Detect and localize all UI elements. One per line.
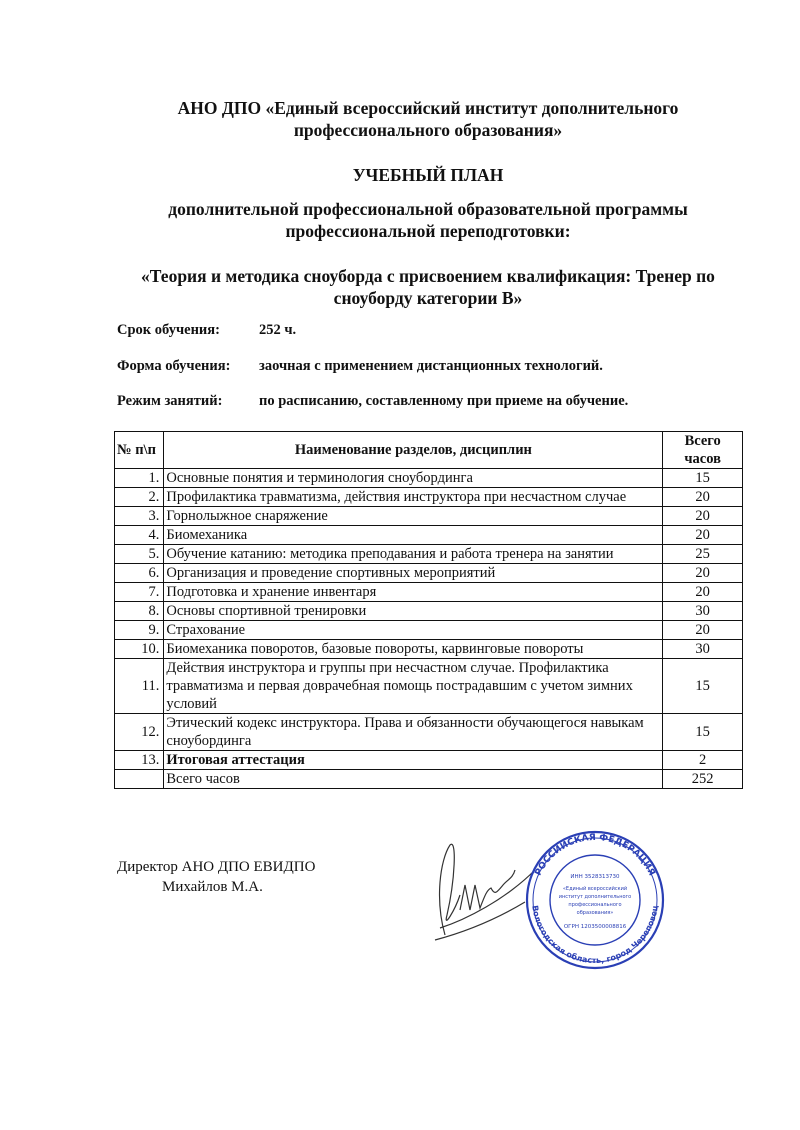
row-name: Биомеханика (164, 526, 663, 545)
row-hours: 30 (663, 602, 743, 621)
table-row (115, 659, 743, 714)
table-row (115, 507, 743, 526)
meta-duration (117, 322, 297, 339)
row-number: 8. (115, 602, 164, 621)
signatory-name: Михайлов М.А. (162, 879, 263, 895)
signatory-title: Директор АНО ДПО ЕВИДПО (117, 859, 316, 875)
row-name: Обучение катанию: методика преподавания и работа тренера на занятии (164, 545, 663, 564)
table-header-row (115, 432, 743, 469)
row-hours: 2 (663, 751, 743, 770)
row-number: 5. (115, 545, 164, 564)
row-hours: 20 (663, 526, 743, 545)
header-hours (663, 432, 743, 469)
organization-title-line2: профессионального образования» (293, 120, 563, 140)
organization-title (0, 97, 800, 141)
table-row (115, 526, 743, 545)
row-number: 4. (115, 526, 164, 545)
stamp-circles (527, 832, 663, 968)
header-name: Наименование разделов, дисциплин (164, 432, 663, 469)
row-name: Этический кодекс инструктора. Права и обязанности обучающегося навыкам сноубординга (164, 714, 663, 751)
table-row (115, 602, 743, 621)
row-name: Подготовка и хранение инвентаря (164, 583, 663, 602)
row-hours: 15 (663, 659, 743, 714)
row-name: Страхование (164, 621, 663, 640)
row-name: Действия инструктора и группы при несчастном случае. Профилактика травматизма и первая доврачебная помощь пострадавшим с учетом зимних условий (164, 659, 663, 714)
table-row (115, 640, 743, 659)
row-hours: 30 (663, 640, 743, 659)
row-hours: 15 (663, 469, 743, 488)
table-row (115, 488, 743, 507)
total-hours: 252 (663, 770, 743, 789)
program-name (0, 265, 800, 309)
table-total-row (115, 770, 743, 789)
program-type (0, 198, 800, 242)
row-name: Основные понятия и терминология сноубординга (164, 469, 663, 488)
stamp-center-line4: образования» (576, 910, 614, 916)
document-title: УЧЕБНЫЙ ПЛАН (352, 165, 504, 185)
row-number: 12. (115, 714, 164, 751)
row-number: 9. (115, 621, 164, 640)
meta-value: 252 ч. (259, 322, 297, 338)
header-hours-line1: Всего (684, 433, 721, 449)
program-name-line2: сноуборду категории В» (333, 288, 523, 308)
row-hours: 20 (663, 507, 743, 526)
stamp-center (559, 874, 632, 930)
stamp-center-line1: «Единый всероссийский (562, 886, 628, 892)
stamp-bottom-text: Вологодская область, город Череповец (530, 904, 660, 966)
program-name-line1: «Теория и методика сноуборда с присвоением квалификация: Тренер по (141, 266, 715, 286)
row-number: 11. (115, 659, 164, 714)
row-name: Основы спортивной тренировки (164, 602, 663, 621)
stamp-ogrn: ОГРН 1203500008816 (563, 924, 627, 930)
row-number: 6. (115, 564, 164, 583)
table-row (115, 545, 743, 564)
row-number: 3. (115, 507, 164, 526)
total-label: Всего часов (164, 770, 663, 789)
table-row (115, 564, 743, 583)
row-hours: 20 (663, 583, 743, 602)
table-row (115, 621, 743, 640)
organization-title-line1: АНО ДПО «Единый всероссийский институт дополнительного (177, 98, 679, 118)
row-name: Организация и проведение спортивных мероприятий (164, 564, 663, 583)
meta-value: по расписанию, составленному при приеме на обучение. (259, 393, 629, 409)
stamp-outer-text: РОССИЙСКАЯ ФЕДЕРАЦИЯ (533, 832, 657, 878)
signature-block (117, 857, 315, 897)
row-hours: 15 (663, 714, 743, 751)
row-hours: 20 (663, 621, 743, 640)
row-number: 1. (115, 469, 164, 488)
header-number: № п\п (115, 432, 164, 469)
row-number: 10. (115, 640, 164, 659)
row-number: 7. (115, 583, 164, 602)
meta-form (117, 358, 603, 375)
row-number: 13. (115, 751, 164, 770)
total-number (115, 770, 164, 789)
meta-value: заочная с применением дистанционных технологий. (259, 358, 603, 374)
program-type-line1: дополнительной профессиональной образовательной программы (168, 199, 688, 219)
row-hours: 25 (663, 545, 743, 564)
official-stamp (520, 828, 670, 973)
curriculum-table (114, 431, 743, 789)
table-row (115, 583, 743, 602)
row-hours: 20 (663, 564, 743, 583)
row-name: Биомеханика поворотов, базовые повороты, карвинговые повороты (164, 640, 663, 659)
table-row (115, 469, 743, 488)
row-number: 2. (115, 488, 164, 507)
header-hours-line2: часов (684, 451, 721, 467)
meta-label: Режим занятий: (117, 393, 223, 409)
row-name: Профилактика травматизма, действия инструктора при несчастном случае (164, 488, 663, 507)
table-row (115, 714, 743, 751)
row-hours: 20 (663, 488, 743, 507)
program-type-line2: профессиональной переподготовки: (285, 221, 571, 241)
meta-label: Срок обучения: (117, 322, 220, 338)
stamp-center-line3: профессионального (568, 902, 622, 908)
stamp-inn: ИНН 3528313730 (570, 874, 620, 880)
row-name: Итоговая аттестация (164, 751, 663, 770)
stamp-center-line2: институт дополнительного (558, 894, 632, 900)
table-row (115, 751, 743, 770)
meta-schedule (117, 393, 629, 410)
meta-label: Форма обучения: (117, 358, 231, 374)
row-name: Горнолыжное снаряжение (164, 507, 663, 526)
